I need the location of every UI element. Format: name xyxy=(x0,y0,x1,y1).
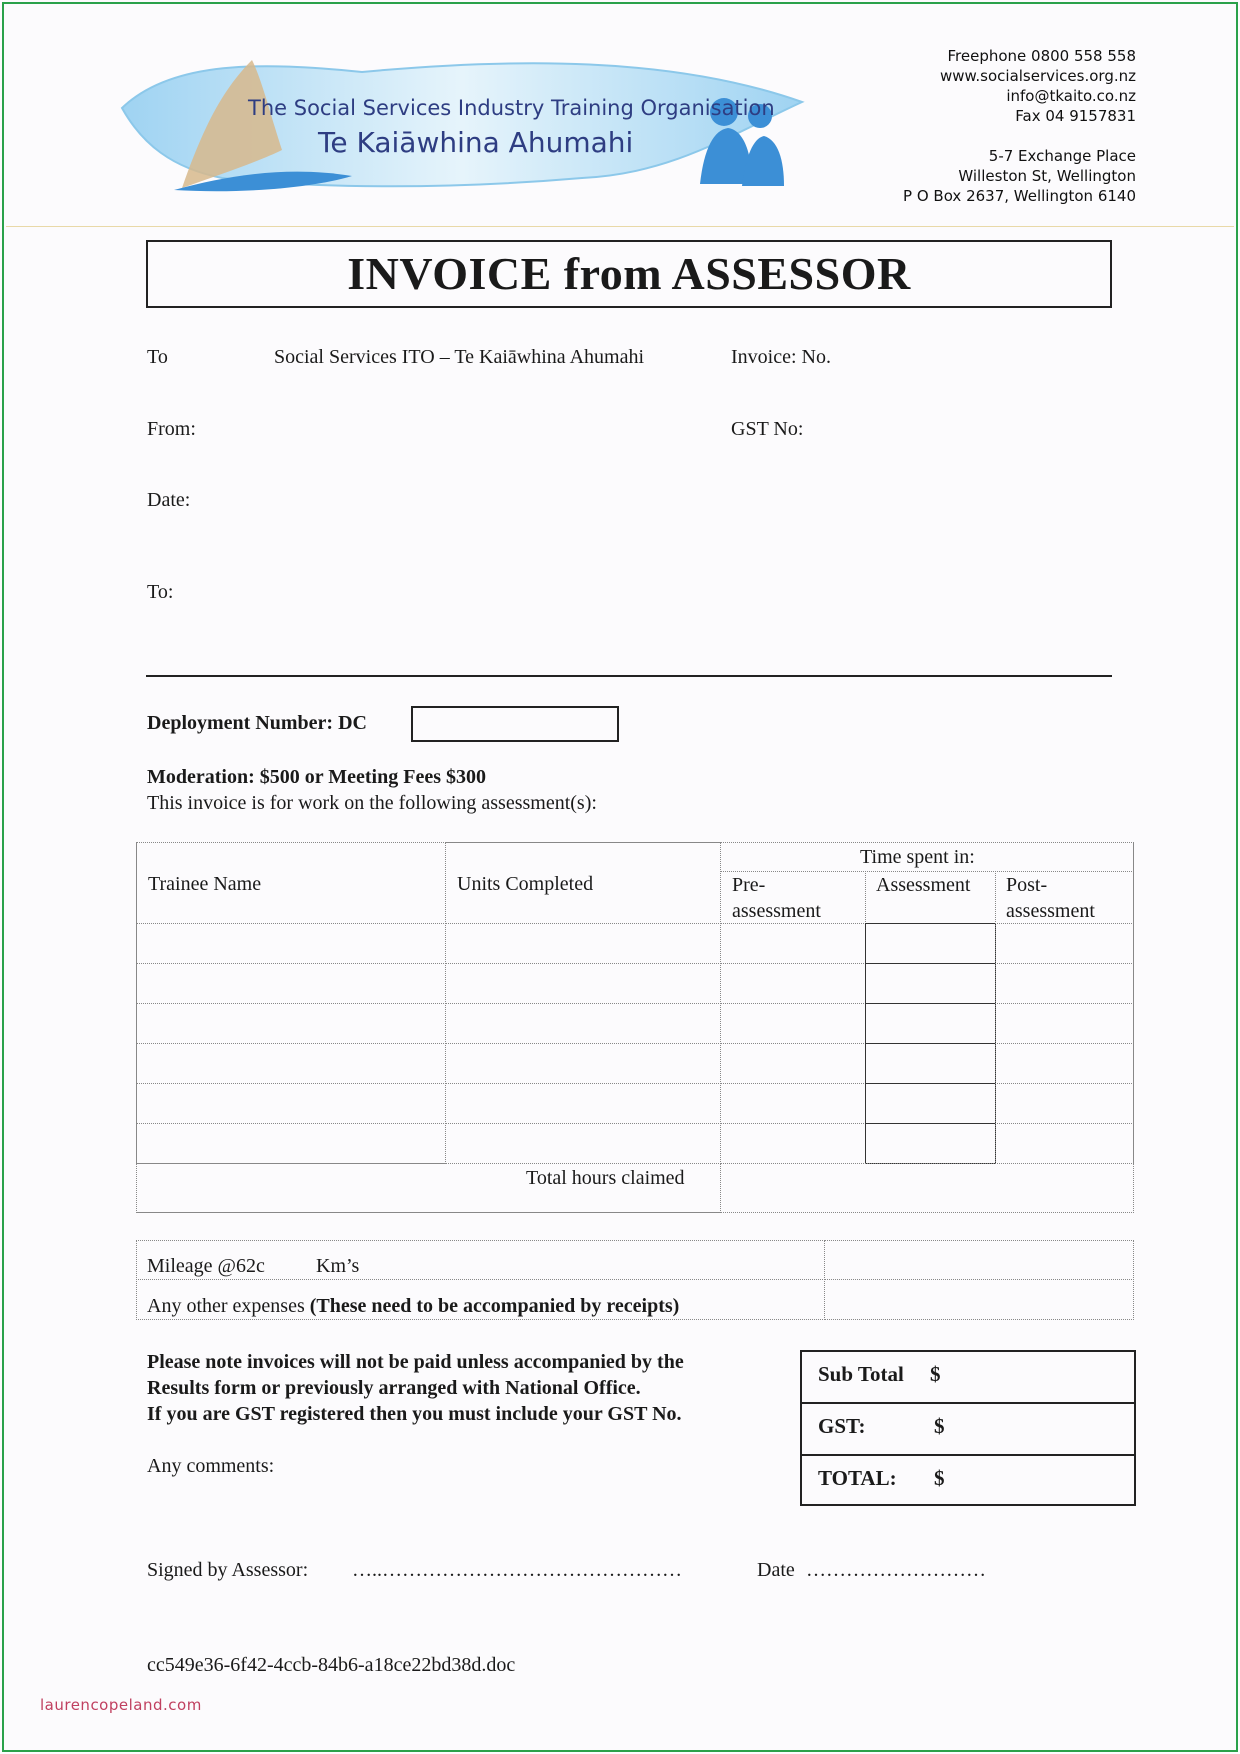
total-currency: $ xyxy=(934,1466,945,1490)
table-row-cell[interactable] xyxy=(445,963,721,1004)
gst-no-label: GST No: xyxy=(731,418,804,440)
section-divider xyxy=(146,675,1112,677)
table-row-cell[interactable] xyxy=(995,1083,1134,1124)
mileage-label: Mileage @62c xyxy=(147,1255,265,1277)
signature-date-line[interactable]: ……………………… xyxy=(806,1559,986,1581)
table-row-cell[interactable] xyxy=(445,1083,721,1124)
col-post-line2: assessment xyxy=(1006,900,1095,922)
table-row-cell[interactable] xyxy=(445,1123,721,1164)
table-row-cell[interactable] xyxy=(136,1043,446,1084)
total-row[interactable] xyxy=(802,1456,1134,1508)
table-row-cell[interactable] xyxy=(995,1123,1134,1164)
org-name: The Social Services Industry Training Organisation xyxy=(248,96,775,120)
table-row-cell[interactable] xyxy=(865,1123,996,1164)
table-row-cell[interactable] xyxy=(445,1043,721,1084)
freephone: Freephone 0800 558 558 xyxy=(947,47,1136,65)
table-row-cell[interactable] xyxy=(136,1003,446,1044)
table-row-cell[interactable] xyxy=(136,963,446,1004)
col-pre-line1: Pre- xyxy=(732,874,766,896)
page-title: INVOICE from ASSESSOR xyxy=(347,248,911,299)
table-row-cell[interactable] xyxy=(865,923,996,964)
contact-block xyxy=(903,46,1136,206)
table-row-cell[interactable] xyxy=(865,1003,996,1044)
to-address-label: To: xyxy=(147,581,174,603)
deployment-number-field[interactable] xyxy=(411,706,619,742)
title-box xyxy=(146,240,1112,308)
address-line-1: 5-7 Exchange Place xyxy=(988,147,1136,165)
document-id: cc549e36-6f42-4ccb-84b6-a18ce22bd38d.doc xyxy=(147,1654,516,1676)
table-row-cell[interactable] xyxy=(865,1043,996,1084)
table-row-cell[interactable] xyxy=(136,923,446,964)
org-maori-name: Te Kaiāwhina Ahumahi xyxy=(318,126,634,159)
other-expenses-prefix: Any other expenses xyxy=(147,1295,310,1317)
total-hours-label: Total hours claimed xyxy=(526,1167,685,1189)
signed-by-label: Signed by Assessor: xyxy=(147,1559,309,1581)
date-label: Date: xyxy=(147,489,191,511)
table-row-cell[interactable] xyxy=(445,1003,721,1044)
table-row-cell[interactable] xyxy=(445,923,721,964)
subtotal-currency: $ xyxy=(930,1362,941,1386)
table-row-cell[interactable] xyxy=(995,923,1134,964)
fax: Fax 04 9157831 xyxy=(1015,107,1136,125)
signature-date-label: Date xyxy=(757,1559,795,1581)
table-row-cell[interactable] xyxy=(720,923,866,964)
table-row-cell[interactable] xyxy=(865,1083,996,1124)
col-assessment: Assessment xyxy=(876,874,971,896)
other-expenses-label xyxy=(147,1295,679,1318)
gst-label: GST: xyxy=(818,1414,866,1438)
signature-line[interactable]: …..……………………………………… xyxy=(352,1559,682,1581)
from-label: From: xyxy=(147,418,196,440)
deployment-label: Deployment Number: DC xyxy=(147,712,367,734)
moderation-heading: Moderation: $500 or Meeting Fees $300 xyxy=(147,766,486,788)
table-row-cell[interactable] xyxy=(995,963,1134,1004)
table-row-cell[interactable] xyxy=(720,1123,866,1164)
gst-row[interactable] xyxy=(802,1404,1134,1456)
mileage-amount-field[interactable] xyxy=(824,1240,1134,1280)
gst-currency: $ xyxy=(934,1414,945,1438)
col-units-completed: Units Completed xyxy=(457,873,594,895)
note-line-1: Please note invoices will not be paid unless accompanied by the xyxy=(147,1351,684,1373)
total-label: TOTAL: xyxy=(818,1466,897,1490)
table-row-cell[interactable] xyxy=(995,1003,1134,1044)
address-line-3: P O Box 2637, Wellington 6140 xyxy=(903,187,1136,205)
watermark: laurencopeland.com xyxy=(40,1696,202,1714)
note-line-2: Results form or previously arranged with National Office. xyxy=(147,1377,641,1399)
col-post-line1: Post- xyxy=(1006,874,1048,896)
table-row-cell[interactable] xyxy=(720,1043,866,1084)
table-row-cell[interactable] xyxy=(720,1083,866,1124)
website-link[interactable]: www.socialservices.org.nz xyxy=(939,67,1136,85)
table-row-cell[interactable] xyxy=(995,1043,1134,1084)
note-line-3: If you are GST registered then you must include your GST No. xyxy=(147,1403,682,1425)
total-hours-field[interactable] xyxy=(720,1163,1134,1213)
subtotal-row[interactable] xyxy=(802,1352,1134,1404)
receipts-note: (These need to be accompanied by receipts) xyxy=(309,1295,680,1317)
table-row-cell[interactable] xyxy=(720,963,866,1004)
comments-label: Any comments: xyxy=(147,1455,275,1477)
sector-logo xyxy=(112,50,812,200)
kms-label: Km’s xyxy=(316,1255,360,1277)
invoice-no-label: Invoice: No. xyxy=(731,346,831,368)
table-row-cell[interactable] xyxy=(720,1003,866,1044)
col-pre-line2: assessment xyxy=(732,900,821,922)
to-value: Social Services ITO – Te Kaiāwhina Ahumahi xyxy=(274,346,644,368)
table-row-cell[interactable] xyxy=(136,1123,446,1164)
subtotal-label: Sub Total xyxy=(818,1362,904,1386)
col-time-spent: Time spent in: xyxy=(860,846,975,868)
address-line-2: Willeston St, Wellington xyxy=(958,167,1136,185)
table-row-cell[interactable] xyxy=(865,963,996,1004)
to-label: To xyxy=(147,346,168,368)
moderation-intro: This invoice is for work on the following assessment(s): xyxy=(147,792,597,814)
other-expenses-amount-field[interactable] xyxy=(824,1279,1134,1320)
table-row-cell[interactable] xyxy=(136,1083,446,1124)
header-divider xyxy=(6,226,1234,227)
totals-box xyxy=(800,1350,1136,1506)
email-link[interactable]: info@tkaito.co.nz xyxy=(1006,87,1136,105)
col-trainee-name: Trainee Name xyxy=(148,873,262,895)
